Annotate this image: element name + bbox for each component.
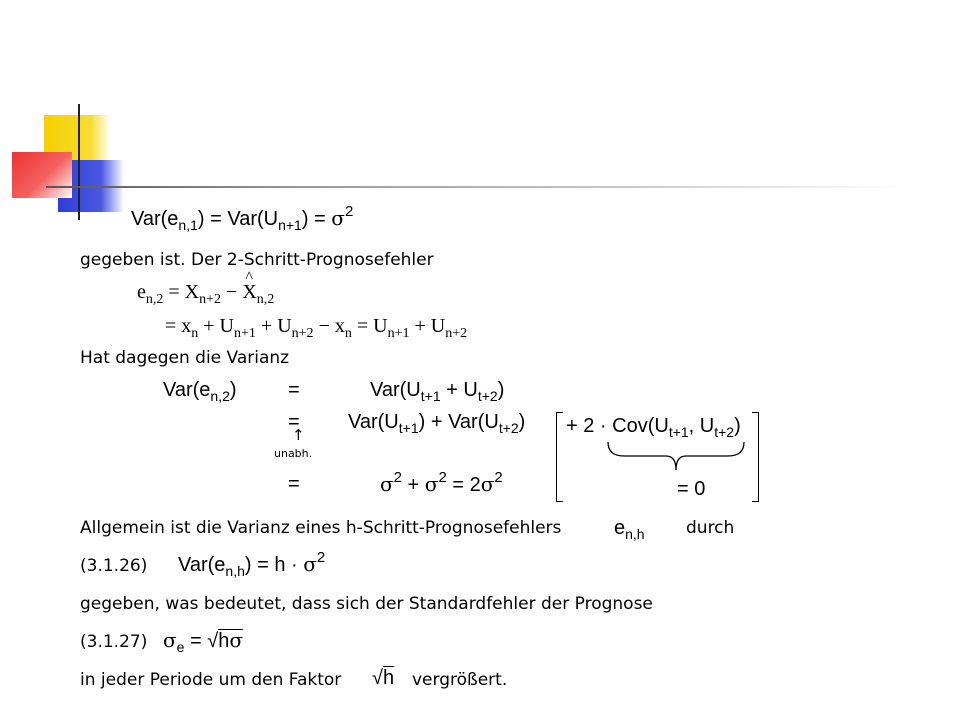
equation-e-n2-expansion: = $x_n + U_{n+1} + U_{n+2} - x_n = U_{n+1} + U_{n+2}$ bbox=[165, 315, 468, 341]
equals-sign-2: = bbox=[288, 411, 300, 433]
text-line-5-end: vergrößert. bbox=[412, 670, 508, 690]
equals-sign-3: = bbox=[288, 473, 300, 495]
text-line-1: gegeben ist. Der 2-Schritt-Prognosefehler bbox=[80, 250, 434, 270]
equation-e-n2-def: $e_{n,2} = X_{n+2}$ − ^ $X_{n,2}$ bbox=[137, 280, 274, 304]
equation-var-split: $Var(U_{t+1}) + Var(U_{t+2})$ bbox=[348, 411, 526, 436]
bracket-left bbox=[556, 412, 563, 502]
equation-covariance: + $2 \cdot Cov(U_{t+1}$, $U_{t+2}$) bbox=[566, 415, 741, 440]
equation-label-3-1-27: (3.1.27) bbox=[80, 632, 148, 652]
text-line-2: Hat dagegen die Varianz bbox=[80, 348, 290, 368]
underbrace bbox=[606, 440, 746, 474]
text-line-3: Allgemein ist die Varianz eines h-Schritt-Prognosefehlers bbox=[80, 518, 562, 538]
text-line-4: gegeben, was bedeutet, dass sich der Standardfehler der Prognose bbox=[80, 594, 653, 614]
deco-horizontal-rule bbox=[46, 186, 906, 188]
up-arrow-icon: ↑ bbox=[292, 426, 305, 444]
equation-3-1-26: $Var(e_{n,h}) = h \cdot \sigma^2$ bbox=[178, 549, 326, 579]
inline-e-nh: $e_{n,h}$ bbox=[614, 517, 645, 542]
deco-red-square bbox=[12, 152, 72, 198]
deco-vertical-line bbox=[78, 104, 80, 220]
inline-sqrt-h: √h bbox=[372, 667, 395, 689]
text-line-3-end: durch bbox=[686, 518, 735, 538]
equals-sign-1: = bbox=[288, 379, 300, 401]
equation-var-sum: $Var(U_{t+1} + U_{t+2})$ bbox=[370, 379, 505, 404]
text-line-5: in jeder Periode um den Faktor bbox=[80, 670, 342, 690]
unabh-label: unabh. bbox=[274, 447, 313, 460]
equation-3-1-27: $\sigma_e = √h\sigma$ bbox=[163, 628, 244, 655]
zero-label: = 0 bbox=[677, 478, 706, 500]
equation-var-e-n2: $Var(e_{n,2})$ bbox=[163, 379, 237, 404]
equation-sigma-sum: $\sigma^2 + \sigma^2 = 2\sigma^2$ bbox=[380, 469, 503, 496]
equation-var-e-n1: $Var(e_{n,1}) = Var(U_{n+1}) = \sigma^2$ bbox=[131, 203, 354, 233]
equation-label-3-1-26: (3.1.26) bbox=[80, 556, 148, 576]
bracket-right bbox=[752, 412, 759, 502]
